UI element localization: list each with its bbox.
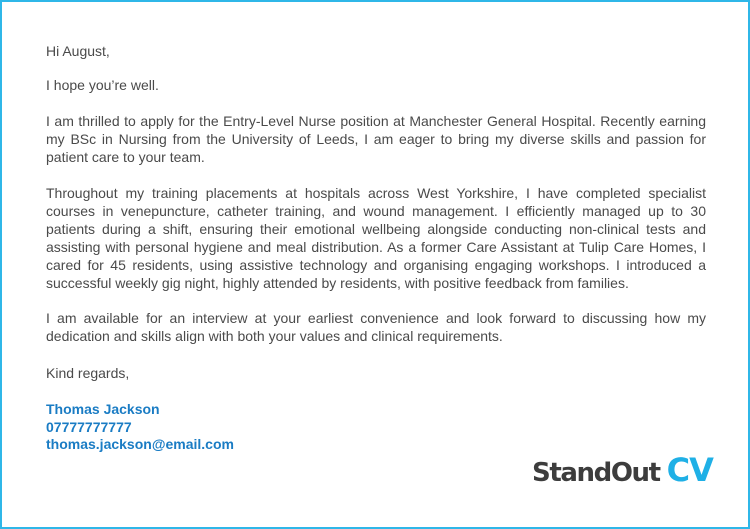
paragraph-introduction: I am thrilled to apply for the Entry-Level Nurse position at Manchester General Hospital. Recently earning my BSc in Nursing from the University of Leeds, I am eager to bring my diverse skills and passion for patient care to your team. [46,113,706,165]
signature-phone: 07777777777 [46,418,132,435]
closing: Kind regards, [46,365,130,381]
opening-line: I hope you’re well. [46,77,159,93]
logo-cv-accent: CV [666,451,713,489]
signature-name: Thomas Jackson [46,401,160,417]
greeting: Hi August, [46,43,110,59]
signature-block [46,401,706,454]
letter-body [46,42,706,454]
paragraph-experience: Throughout my training placements at hospitals across West Yorkshire, I have completed specialist courses in venepuncture, catheter training, and wound management. I efficiently managed up to 30 patients during a shift, ensuring their emotional wellbeing alongside conducting non-clinical tests and assisting with personal hygiene and meal distribution. As a former Care Assistant at Tulip Care Homes, I cared for 45 residents, using assistive technology and organising engaging workshops. I introduced a successful weekly gig night, highly attended by residents, with positive feedback from families. [46,185,706,291]
signature-email: thomas.jackson@email.com [46,436,234,452]
standout-cv-logo [532,450,713,493]
paragraph-call-to-action: I am available for an interview at your earliest convenience and look forward to discussing how my dedication and skills align with both your values and clinical requirements. [46,310,706,344]
logo-wordmark: StandOut [532,458,660,488]
